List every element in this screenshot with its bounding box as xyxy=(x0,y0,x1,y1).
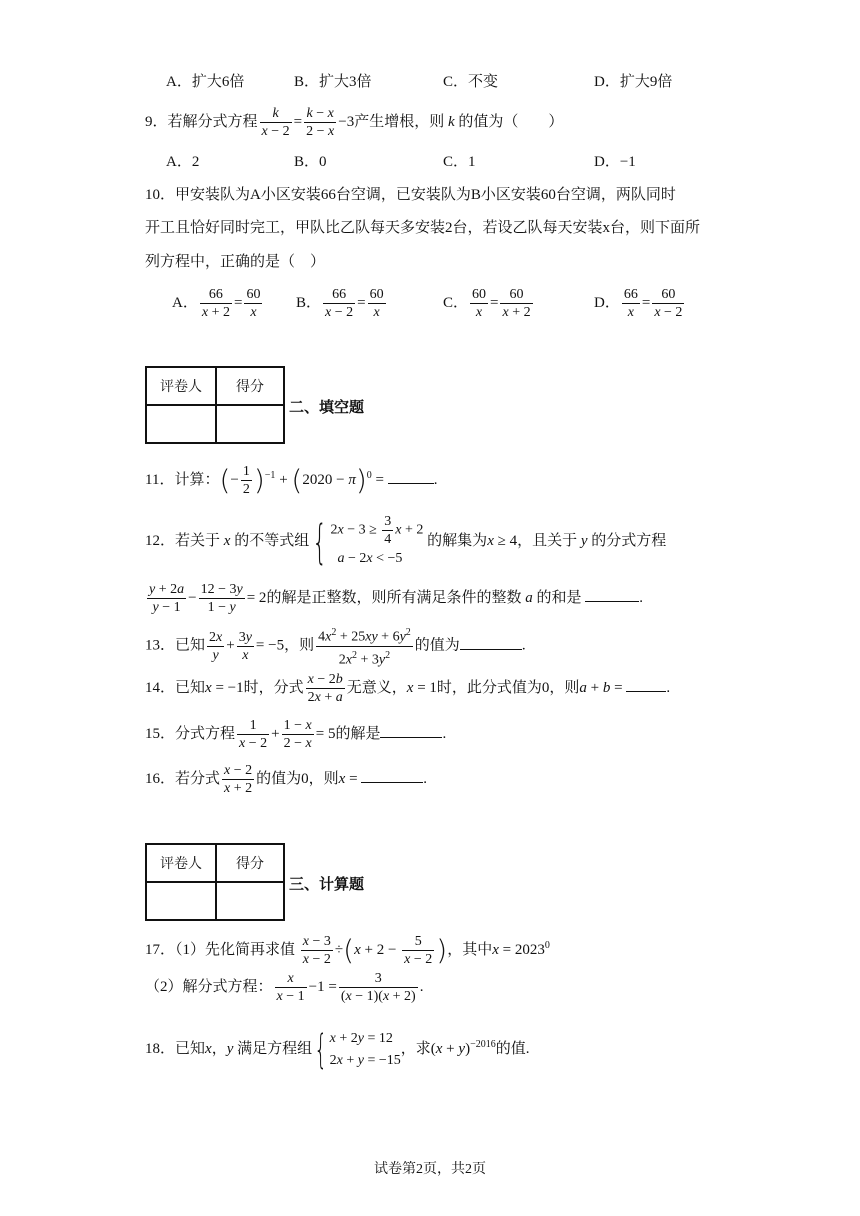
q14-mid2: 无意义， xyxy=(346,680,407,696)
q12-prefix: 12．若关于 xyxy=(145,533,221,549)
q11-answer-blank[interactable] xyxy=(388,483,434,484)
q18-mid2: ，求 xyxy=(400,1041,431,1057)
q10-option-b-label: B． xyxy=(296,295,322,311)
score-table-header-grader: 评卷人 xyxy=(146,844,216,882)
question-16: 16．若分式 $\frac{x - 2}{x + 2}$ 的值为0，则x = . xyxy=(145,763,428,797)
score-table-header-grader: 评卷人 xyxy=(146,367,216,405)
score-table-cell-grader[interactable] xyxy=(146,405,216,443)
q10-option-c-label: C． xyxy=(443,295,469,311)
q18-equation-system: x + 2y = 12 2x + y = −15 xyxy=(329,1030,401,1068)
q10-line1: 10．甲安装队为A小区安装66台空调，已安装队为B小区安装60台空调，两队同时 xyxy=(145,187,676,203)
q15-prefix: 15．分式方程 xyxy=(145,726,236,742)
q9-fraction-2: $\frac{k - x}{2 - x}$ xyxy=(306,106,335,140)
q16-suffix: 的值为0，则 xyxy=(256,771,339,787)
q18-prefix: 18．已知 xyxy=(145,1041,206,1057)
q10-line3: 列方程中，正确的是（ ） xyxy=(145,254,326,270)
q18-suffix: 的值. xyxy=(495,1041,530,1057)
q13-suffix: 的值为 xyxy=(414,637,460,654)
score-table-cell-score[interactable] xyxy=(216,405,284,443)
section-3-title: 三、计算题 xyxy=(289,875,365,893)
question-18: 18．已知x，y 满足方程组{ x + 2y = 12 2x + y = −15，求$(x + y)^{-2016}$的值. xyxy=(145,1026,530,1073)
q13-prefix: 13．已知 xyxy=(145,637,206,654)
q12-line2-suffix: 的解是正整数，则所有满足条件的整数 xyxy=(266,590,522,606)
q9-option-d: D．−1 xyxy=(594,154,636,170)
q11-prefix: 11．计算： xyxy=(145,472,220,488)
q12-inequality-system: 2x − 3 ≥ $\frac{3}{4}$ x + 2 a − 2x < −5 xyxy=(330,514,424,567)
q8-option-c: C．不变 xyxy=(443,74,499,90)
q12-mid3: ，且关于 xyxy=(517,533,578,549)
q13-answer-blank[interactable] xyxy=(460,649,522,650)
q16-prefix: 16．若分式 xyxy=(145,771,221,787)
score-table-header-score: 得分 xyxy=(216,367,284,405)
q13-mid: ，则 xyxy=(284,637,315,654)
q9-suffix2: 的值为（ ） xyxy=(458,114,564,130)
q18-mid: 满足方程组 xyxy=(237,1041,313,1057)
q9-option-b: B．0 xyxy=(294,154,327,170)
q12-mid1: 的不等式组 xyxy=(234,533,310,549)
q17-part2-text: （2）解分式方程： xyxy=(145,979,273,995)
question-12-line2: $\frac{y + 2a}{y - 1}$ − $\frac{12 - 3y}{1 - y}$ = 2的解是正整数，则所有满足条件的整数 a 的和是 . xyxy=(149,582,643,616)
q8-option-a: A．扩大6倍 xyxy=(166,74,245,90)
question-15: 15．分式方程 $\frac{1}{x - 2}$ + $\frac{1 - x}{2 - x}$ = 5的解是 . xyxy=(145,718,447,752)
q10-option-a: A． $\frac{66}{x + 2}$ = $\frac{60}{x}$ xyxy=(172,287,261,321)
q8-option-b: B．扩大3倍 xyxy=(294,74,372,90)
question-11: 11．计算：(− $\frac{1}{2}$ )$^{-1} + (2020 - \pi)^0$ = . xyxy=(145,463,438,498)
section-2-title: 二、填空题 xyxy=(289,398,365,416)
q9-option-c: C．1 xyxy=(443,154,476,170)
q8-option-d: D．扩大9倍 xyxy=(594,74,673,90)
q10-option-d-label: D． xyxy=(594,295,620,311)
q17-part1-end: ，其中 xyxy=(447,942,493,958)
q12-mid4: 的分式方程 xyxy=(591,533,667,549)
q9-fraction-1: $\frac{k}{x - 2}$ xyxy=(261,106,290,140)
score-table-cell-score[interactable] xyxy=(216,882,284,920)
q12-line2-end: 的和是 xyxy=(536,590,582,606)
q10-option-d: D． $\frac{66}{x}$ = $\frac{60}{x - 2}$ xyxy=(594,287,683,321)
q14-prefix: 14．已知 xyxy=(145,680,206,696)
q9-suffix: 产生增根，则 xyxy=(354,114,445,130)
q16-answer-blank[interactable] xyxy=(361,782,423,783)
q12-mid2: 的解集为 xyxy=(427,533,488,549)
q9-prefix: 9．若解分式方程 xyxy=(145,114,258,130)
q10-option-b: B． $\frac{66}{x - 2}$ = $\frac{60}{x}$ xyxy=(296,287,384,321)
question-14: 14．已知x = −1时，分式 $\frac{x - 2b}{2x + a}$ 无意义，x = 1时，此分式值为0，则a + b = . xyxy=(145,672,671,706)
score-table-section2 xyxy=(145,366,285,444)
q14-mid1: 时，分式 xyxy=(243,680,304,696)
page-footer: 试卷第2页，共2页 xyxy=(374,1162,486,1177)
score-table-header-score: 得分 xyxy=(216,844,284,882)
q10-option-c: C． $\frac{60}{x}$ = $\frac{60}{x + 2}$ xyxy=(443,287,531,321)
question-9: 9．若解分式方程 $\frac{k}{x - 2}$ = $\frac{k - x}{2 - x}$ −3产生增根，则 k 的值为（ ） xyxy=(145,106,564,140)
q12-answer-blank[interactable] xyxy=(585,601,639,602)
question-13: 13．已知 $\frac{2x}{y}$ + $\frac{3y}{x}$ = −5，则 $\frac{4x^2 + 25xy + 6y^2}{2x^2 + 3y^2}$ 的值为 . xyxy=(145,624,526,668)
q9-option-a: A．2 xyxy=(166,154,200,170)
question-12: 12．若关于 x 的不等式组{ 2x − 3 ≥ $\frac{3}{4}$ x + 2 a − 2x < −5 的解集为x ≥ 4，且关于 y 的分式方程 xyxy=(145,514,667,569)
q17-part1-text: 17．（1）先化简再求值 xyxy=(145,942,296,958)
q10-line2: 开工且恰好同时完工，甲队比乙队每天多安装2台，若设乙队每天安装x台，则下面所 xyxy=(145,220,701,236)
score-table-cell-grader[interactable] xyxy=(146,882,216,920)
q15-answer-blank[interactable] xyxy=(380,737,442,738)
q14-answer-blank[interactable] xyxy=(626,691,666,692)
question-17-part1: 17．（1）先化简再求值 $\frac{x - 3}{x - 2}$ ÷(x + 2 − $\frac{5}{x - 2}$ )，其中$x = 2023^0$ xyxy=(145,933,550,968)
q15-suffix: 的解是 xyxy=(335,726,381,742)
score-table-section3 xyxy=(145,843,285,921)
q14-mid3: 时，此分式值为0，则 xyxy=(436,680,580,696)
question-17-part2: （2）解分式方程： $\frac{x}{x - 1}$ −1 = $\frac{3}{(x - 1)(x + 2)}$ . xyxy=(145,971,424,1005)
q10-option-a-label: A． xyxy=(172,295,198,311)
